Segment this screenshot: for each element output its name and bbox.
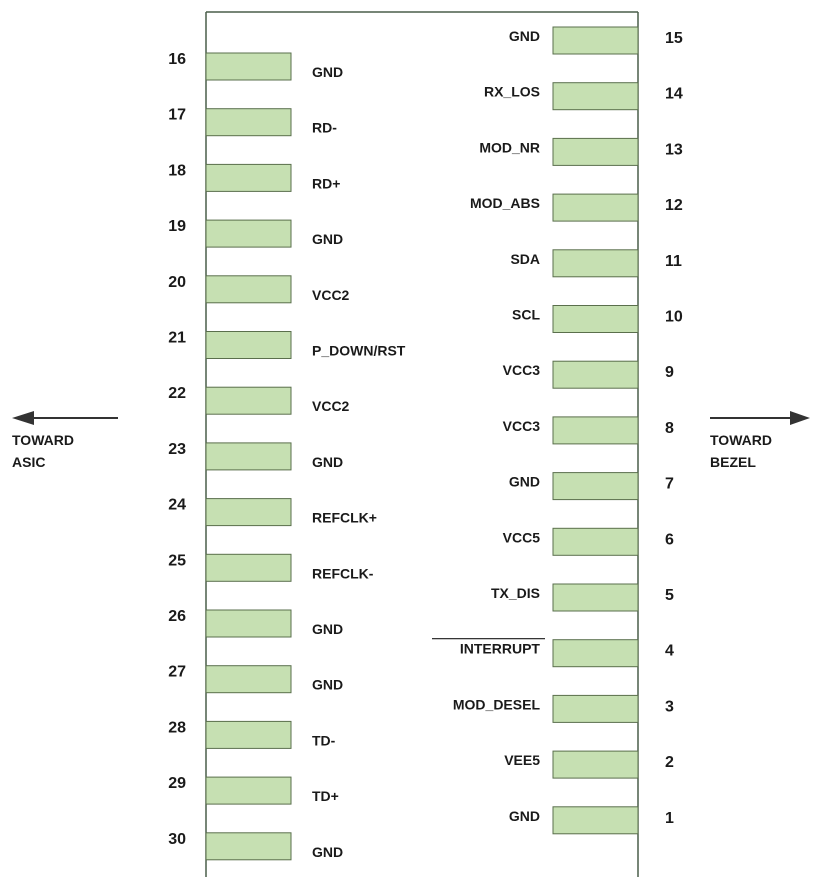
pin-number: 23 [168, 440, 186, 458]
right-pin-13 [479, 138, 683, 165]
toward-bezel-line2: BEZEL [710, 454, 756, 470]
pin-label: INTERRUPT [459, 640, 540, 657]
pin-label: GND [312, 453, 344, 470]
pin-number: 2 [665, 754, 674, 772]
pin-label: GND [508, 473, 540, 490]
pin-number: 4 [665, 642, 674, 660]
pin-label: REFCLK- [312, 565, 374, 582]
pin-pad [206, 387, 291, 414]
pin-number: 10 [665, 308, 683, 326]
toward-bezel-indicator [710, 411, 810, 470]
pin-label: GND [312, 64, 344, 80]
right-pin-2 [504, 751, 674, 778]
pin-number: 27 [168, 663, 186, 681]
pin-label: MOD_ABS [469, 195, 540, 212]
pin-pad [206, 777, 291, 804]
right-pin-12 [470, 194, 683, 221]
pin-number: 24 [168, 496, 186, 514]
pin-label: VCC5 [502, 529, 540, 546]
pin-pad [553, 584, 638, 611]
pin-number: 17 [168, 106, 186, 124]
left-pin-27 [168, 664, 343, 693]
pin-number: 15 [665, 30, 683, 47]
pin-label: GND [508, 28, 540, 44]
pin-pad [206, 833, 291, 860]
pin-label: P_DOWN/RST [312, 342, 406, 359]
pin-pad [553, 640, 638, 667]
pin-number: 8 [665, 419, 674, 437]
pin-number: 14 [665, 85, 683, 103]
left-pin-23 [168, 441, 343, 470]
pin-number: 28 [168, 719, 186, 737]
pin-pad [206, 53, 291, 80]
pin-number: 29 [168, 775, 186, 793]
pin-number: 25 [168, 552, 186, 570]
pin-pad [553, 138, 638, 165]
left-pin-29 [168, 775, 339, 804]
pin-number: 12 [665, 197, 683, 215]
left-pin-24 [168, 497, 377, 526]
pin-number: 22 [168, 385, 186, 403]
right-pin-9 [503, 361, 674, 388]
pin-label: GND [312, 621, 344, 637]
pin-label: GND [508, 807, 540, 824]
toward-bezel-line1: TOWARD [710, 432, 772, 448]
toward-asic-indicator [12, 411, 118, 470]
pin-label: SDA [510, 250, 540, 267]
pin-pad [206, 276, 291, 303]
pin-label: VCC2 [312, 398, 350, 415]
pin-pad [206, 443, 291, 470]
right-pin-1 [509, 807, 674, 834]
pin-pad [206, 610, 291, 637]
pin-pad [206, 164, 291, 191]
toward-asic-line1: TOWARD [12, 432, 74, 448]
pin-label: RX_LOS [483, 83, 540, 100]
pin-label: TD+ [312, 788, 339, 805]
pin-number: 16 [168, 51, 186, 68]
arrow-left-icon [12, 411, 34, 425]
pin-number: 9 [665, 364, 674, 382]
pin-pad [553, 194, 638, 221]
pin-label: VCC2 [312, 286, 350, 303]
toward-asic-line2: ASIC [12, 454, 46, 470]
left-pin-18 [168, 162, 340, 191]
pin-pad [206, 332, 291, 359]
pin-label: RD- [312, 119, 337, 136]
right-pin-14 [484, 83, 683, 110]
pin-label: GND [312, 231, 344, 248]
left-pin-28 [168, 719, 335, 748]
pin-label: VCC3 [502, 362, 540, 379]
pin-number: 6 [665, 531, 674, 549]
pin-number: 13 [665, 141, 683, 159]
pin-label: GND [312, 676, 344, 693]
pin-label: VCC3 [502, 417, 540, 434]
pin-pad [553, 807, 638, 834]
pin-pad [553, 528, 638, 555]
left-pin-16 [168, 51, 343, 80]
pin-number: 21 [168, 329, 186, 347]
arrow-right-icon [790, 411, 810, 425]
pin-pad [553, 473, 638, 500]
pin-label: REFCLK+ [312, 509, 377, 526]
pin-number: 3 [665, 698, 674, 716]
right-pin-8 [503, 417, 674, 444]
left-pin-17 [168, 107, 337, 136]
pin-label: SCL [512, 306, 540, 323]
pin-label: VEE5 [504, 752, 540, 769]
pin-pad [206, 666, 291, 693]
left-pin-22 [168, 385, 349, 414]
right-pin-5 [491, 584, 674, 611]
right-pin-15 [509, 27, 683, 54]
left-pin-26 [168, 608, 343, 637]
pin-number: 30 [168, 830, 186, 848]
left-pin-row [168, 51, 406, 860]
pin-label: TD- [312, 732, 336, 749]
pin-pad [206, 499, 291, 526]
pin-pad [553, 361, 638, 388]
pin-number: 20 [168, 273, 186, 291]
pin-number: 5 [665, 587, 674, 604]
pin-label: MOD_DESEL [452, 696, 540, 713]
pin-number: 1 [665, 809, 674, 827]
pin-pad [206, 721, 291, 748]
pin-number: 26 [168, 608, 186, 625]
right-pin-4 [432, 639, 674, 667]
pin-number: 18 [168, 162, 186, 180]
right-pin-7 [509, 473, 674, 500]
pin-pad [553, 83, 638, 110]
right-pin-row [432, 27, 683, 834]
pin-number: 19 [168, 218, 186, 236]
left-pin-25 [168, 552, 374, 581]
left-pin-19 [168, 218, 343, 247]
pin-label: RD+ [312, 175, 341, 192]
right-pin-6 [503, 528, 674, 555]
pin-pad [553, 751, 638, 778]
pin-pad [553, 250, 638, 277]
pin-label: MOD_NR [479, 139, 540, 156]
pin-pad [553, 417, 638, 444]
pin-pad [206, 554, 291, 581]
pin-pad [206, 220, 291, 247]
pin-pad [553, 27, 638, 54]
right-pin-3 [453, 695, 674, 722]
pin-number: 11 [665, 252, 682, 270]
pin-number: 7 [665, 475, 674, 493]
right-pin-10 [512, 306, 683, 333]
left-pin-21 [168, 330, 406, 359]
pin-pad [206, 109, 291, 136]
left-pin-30 [168, 831, 343, 860]
pin-pad [553, 695, 638, 722]
pin-label: GND [312, 843, 344, 860]
pin-pad [553, 306, 638, 333]
right-pin-11 [510, 250, 682, 277]
left-pin-20 [168, 274, 349, 303]
pin-label: TX_DIS [490, 585, 540, 601]
